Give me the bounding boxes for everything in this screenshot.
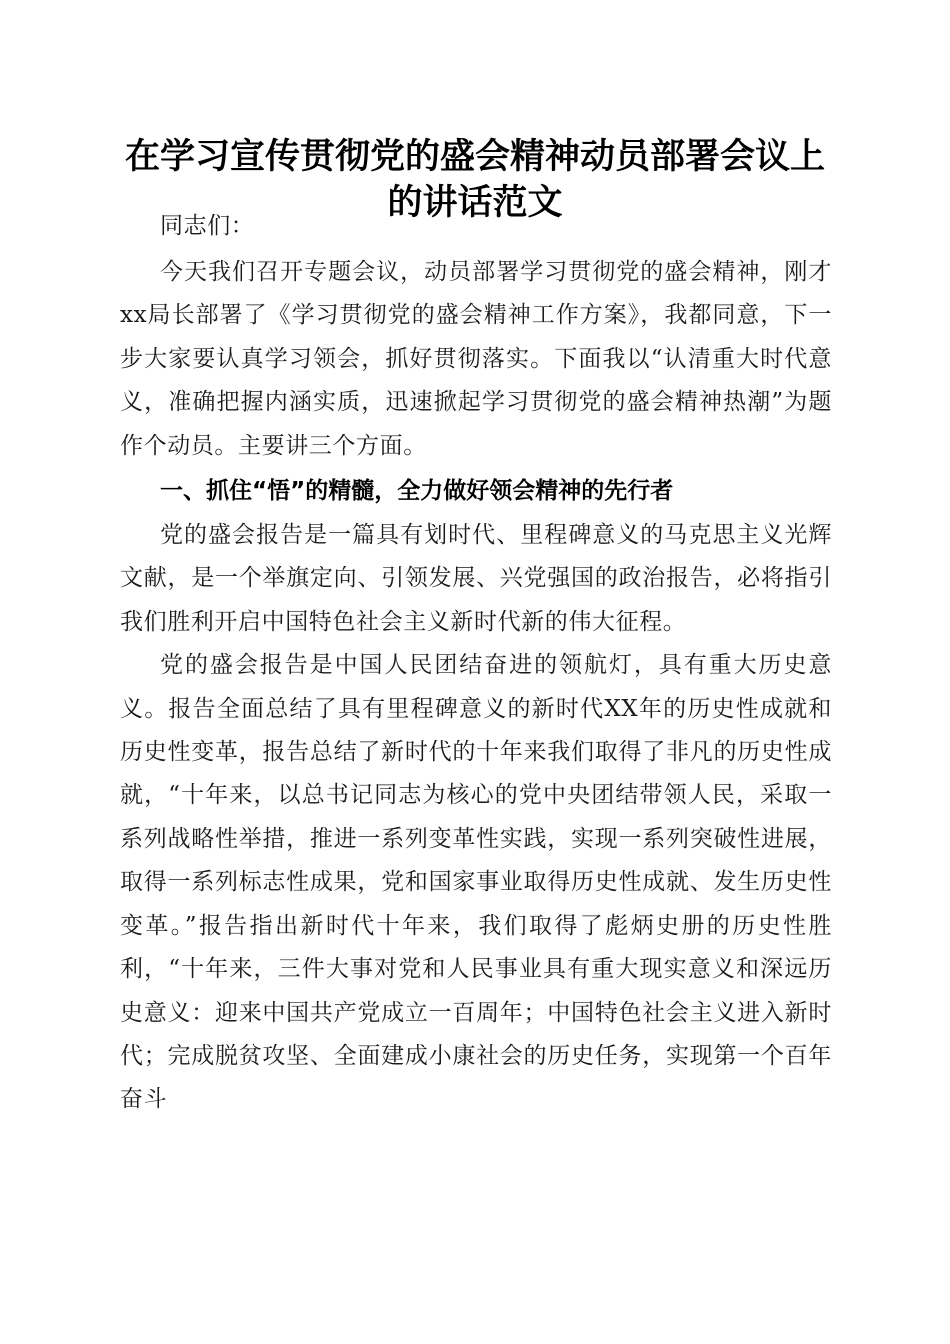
section-paragraph-2: 党的盛会报告是中国人民团结奋进的领航灯，具有重大历史意义。报告全面总结了具有里程碑意义的新时代XX年的历史性成就和历史性变革，报告总结了新时代的十年来我们取得了非凡的历史性成就，“十年来，以总书记同志为核心的党中央团结带领人民，采取一系列战略性举措，推进一系列变革性实践，实现一系列突破性进展，取得一系列标志性成果，党和国家事业取得历史性成就、发生历史性变革。”报告指出新时代十年来，我们取得了彪炳史册的历史性胜利，“十年来，三件大事对党和人民事业具有重大现实意义和深远历史意义：迎来中国共产党成立一百周年；中国特色社会主义进入新时代；完成脱贫攻坚、全面建成小康社会的历史任务，实现第一个百年奋斗 (120, 652, 832, 1113)
title-line-2: 的讲话范文 (387, 182, 563, 223)
greeting: 同志们： (160, 213, 255, 239)
section-heading-1: 一、抓住“悟”的精髓，全力做好领会精神的先行者 (160, 478, 674, 505)
document-body (120, 206, 832, 1122)
section-paragraph-1: 党的盛会报告是一篇具有划时代、里程碑意义的马克思主义光辉文献，是一个举旗定向、引领发展、兴党强国的政治报告，必将指引我们胜利开启中国特色社会主义新时代新的伟大征程。 (120, 522, 832, 635)
intro-paragraph: 今天我们召开专题会议，动员部署学习贯彻党的盛会精神，刚才xx局长部署了《学习贯彻党的盛会精神工作方案》，我都同意，下一步大家要认真学习领会，抓好贯彻落实。下面我以“认清重大时代意义，准确把握内涵实质，迅速掀起学习贯彻党的盛会精神热潮”为题作个动员。主要讲三个方面。 (120, 259, 832, 459)
title-line-1: 在学习宣传贯彻党的盛会精神动员部署会议上 (124, 136, 825, 177)
